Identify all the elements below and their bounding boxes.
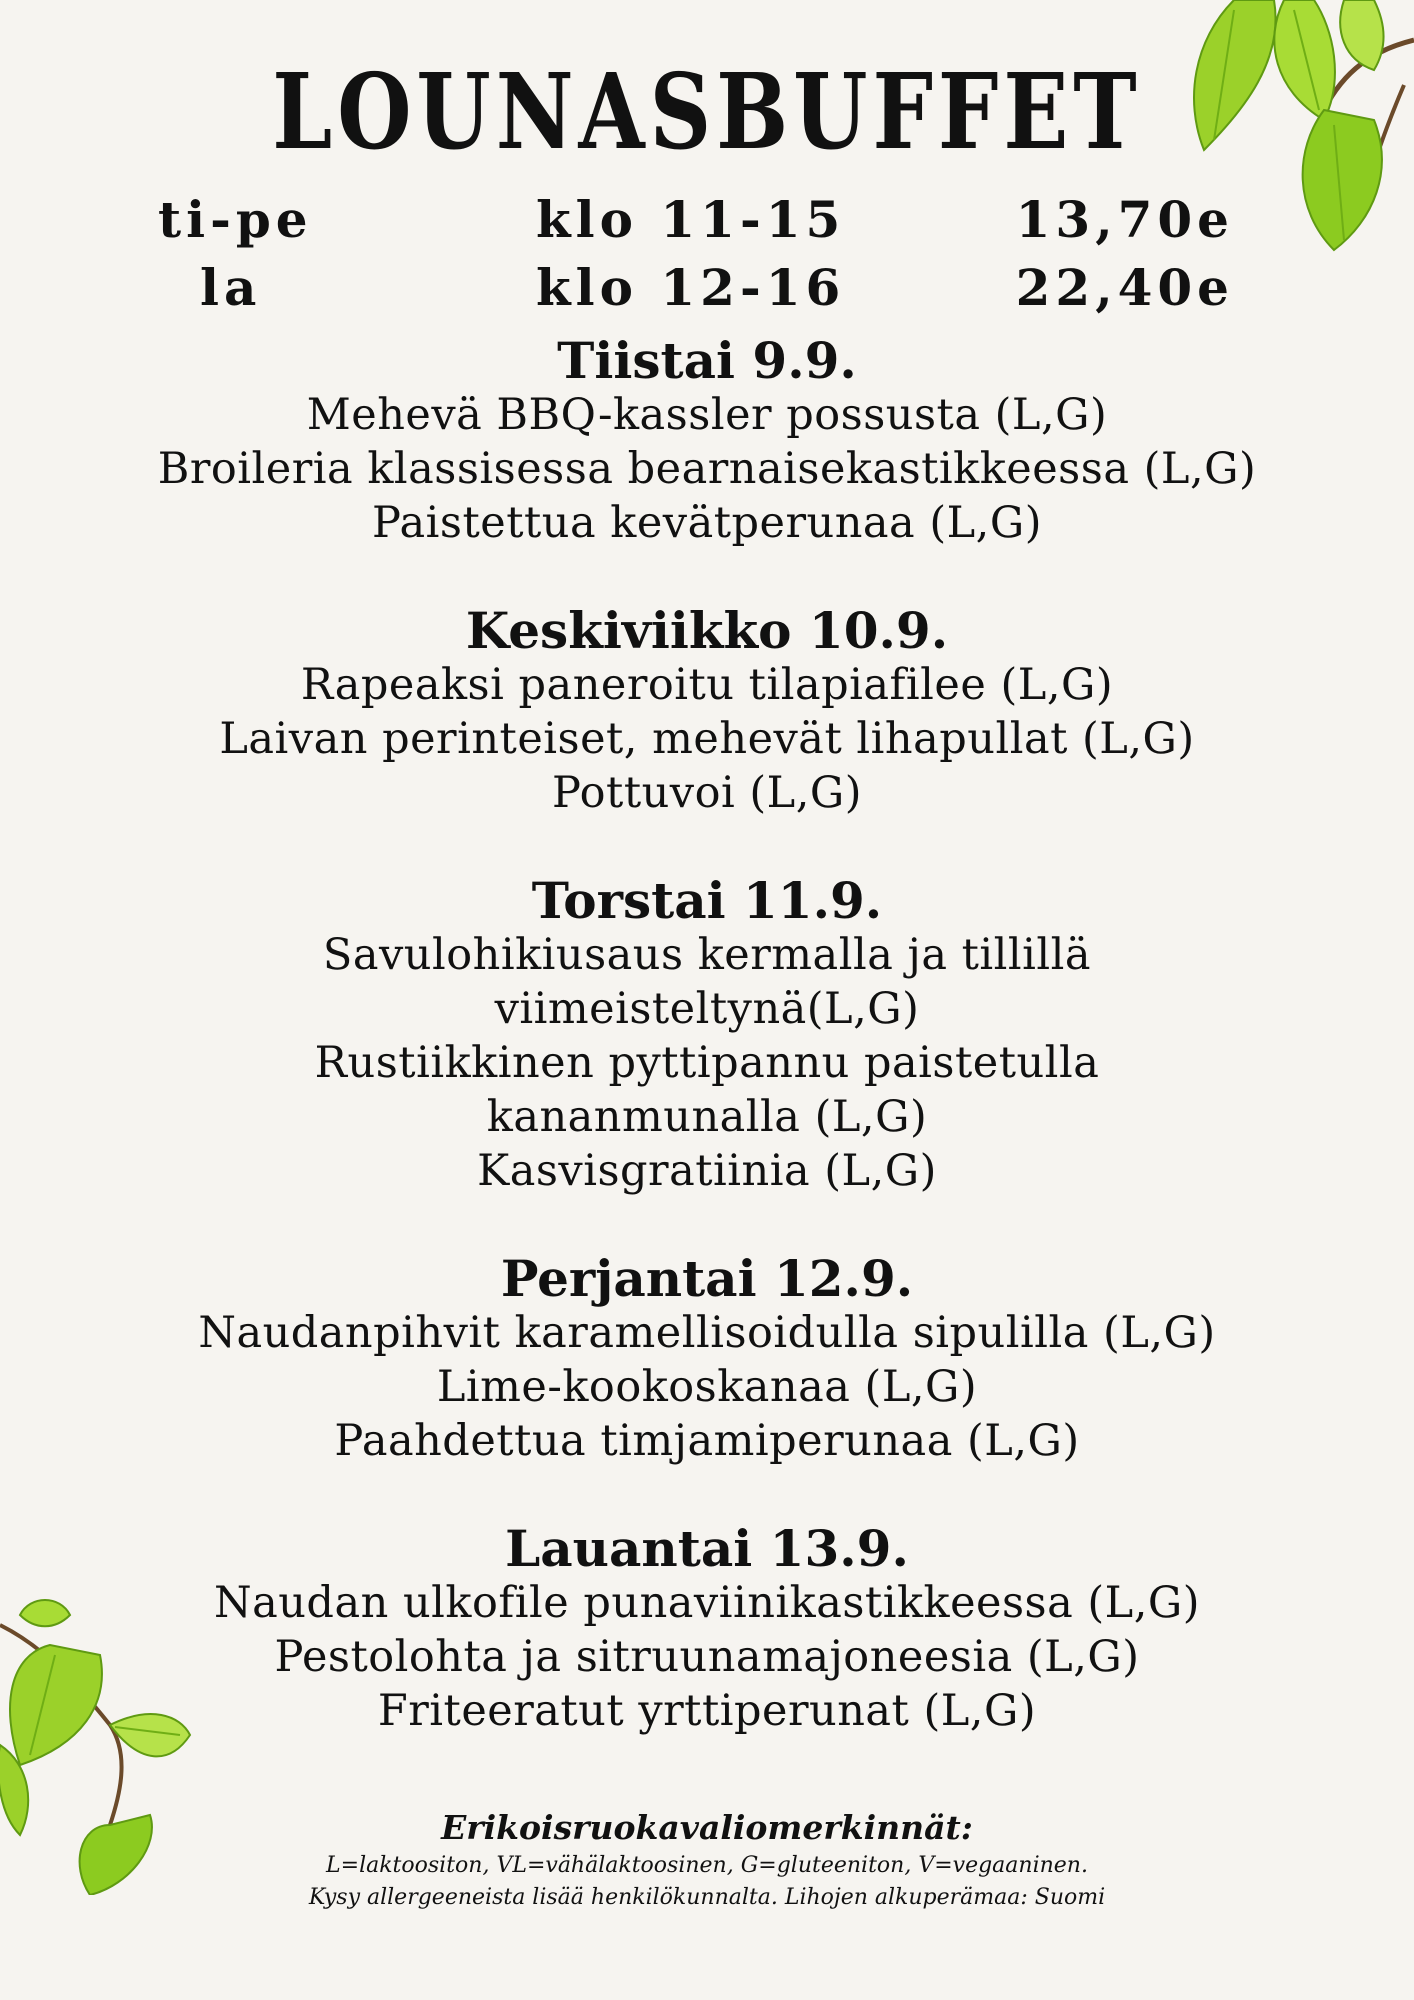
menu-item: Broileria klassisessa bearnaisekastikkeessa (L,G) [157,444,1257,494]
menu-item: Friteeratut yrttiperunat (L,G) [377,1686,1037,1736]
day-menu-tuesday [0,331,1414,550]
day-title: Lauantai 13.9. [505,1519,909,1578]
day-menu-wednesday [0,601,1414,820]
menu-item: Kasvisgratiinia (L,G) [477,1146,937,1196]
dietary-notes [0,1806,1414,1914]
menu-item: Mehevä BBQ-kassler possusta (L,G) [306,390,1108,440]
opening-hours [0,190,1414,326]
menu-item: viimeisteltynä(L,G) [494,984,920,1034]
hours-days: la [200,258,262,317]
day-menu-friday [0,1249,1414,1468]
hours-days: ti-pe [158,190,313,249]
weekly-menu [0,331,1414,1792]
menu-item: kananmunalla (L,G) [486,1092,928,1142]
allergen-note: Kysy allergeeneista lisää henkilökunnalta. Lihojen alkuperämaa: Suomi [308,1885,1106,1910]
page-title: LOUNASBUFFET [272,50,1142,173]
menu-item: Rustiikkinen pyttipannu paistetulla [314,1038,1100,1088]
hours-price: 22,40e [1015,258,1234,317]
menu-item: Pottuvoi (L,G) [551,768,863,818]
dietary-legend: L=laktoositon, VL=vähälaktoosinen, G=gluteeniton, V=vegaaninen. [326,1853,1088,1878]
day-menu-saturday [0,1519,1414,1738]
day-menu-thursday [0,871,1414,1198]
menu-item: Naudanpihvit karamellisoidulla sipulilla (L,G) [198,1308,1216,1358]
menu-item: Rapeaksi paneroitu tilapiafilee (L,G) [300,660,1114,710]
dietary-notes-title: Erikoisruokavaliomerkinnät: [441,1808,973,1847]
hours-price: 13,70e [1015,190,1234,249]
day-title: Torstai 11.9. [531,871,883,930]
menu-item: Naudan ulkofile punaviinikastikkeessa (L,G) [213,1578,1201,1628]
menu-item: Savulohikiusaus kermalla ja tillillä [322,930,1092,980]
day-title: Tiistai 9.9. [557,331,857,390]
menu-item: Lime-kookoskanaa (L,G) [436,1362,978,1412]
hours-time: klo 11-15 [536,190,846,249]
hours-row [0,258,1414,326]
menu-item: Laivan perinteiset, mehevät lihapullat (L,G) [219,714,1195,764]
day-title: Perjantai 12.9. [500,1249,914,1308]
day-title: Keskiviikko 10.9. [465,601,949,660]
menu-item: Paahdettua timjamiperunaa (L,G) [334,1416,1080,1466]
hours-time: klo 12-16 [536,258,846,317]
menu-item: Pestolohta ja sitruunamajoneesia (L,G) [274,1632,1140,1682]
menu-item: Paistettua kevätperunaa (L,G) [372,498,1042,548]
hours-row [0,190,1414,258]
